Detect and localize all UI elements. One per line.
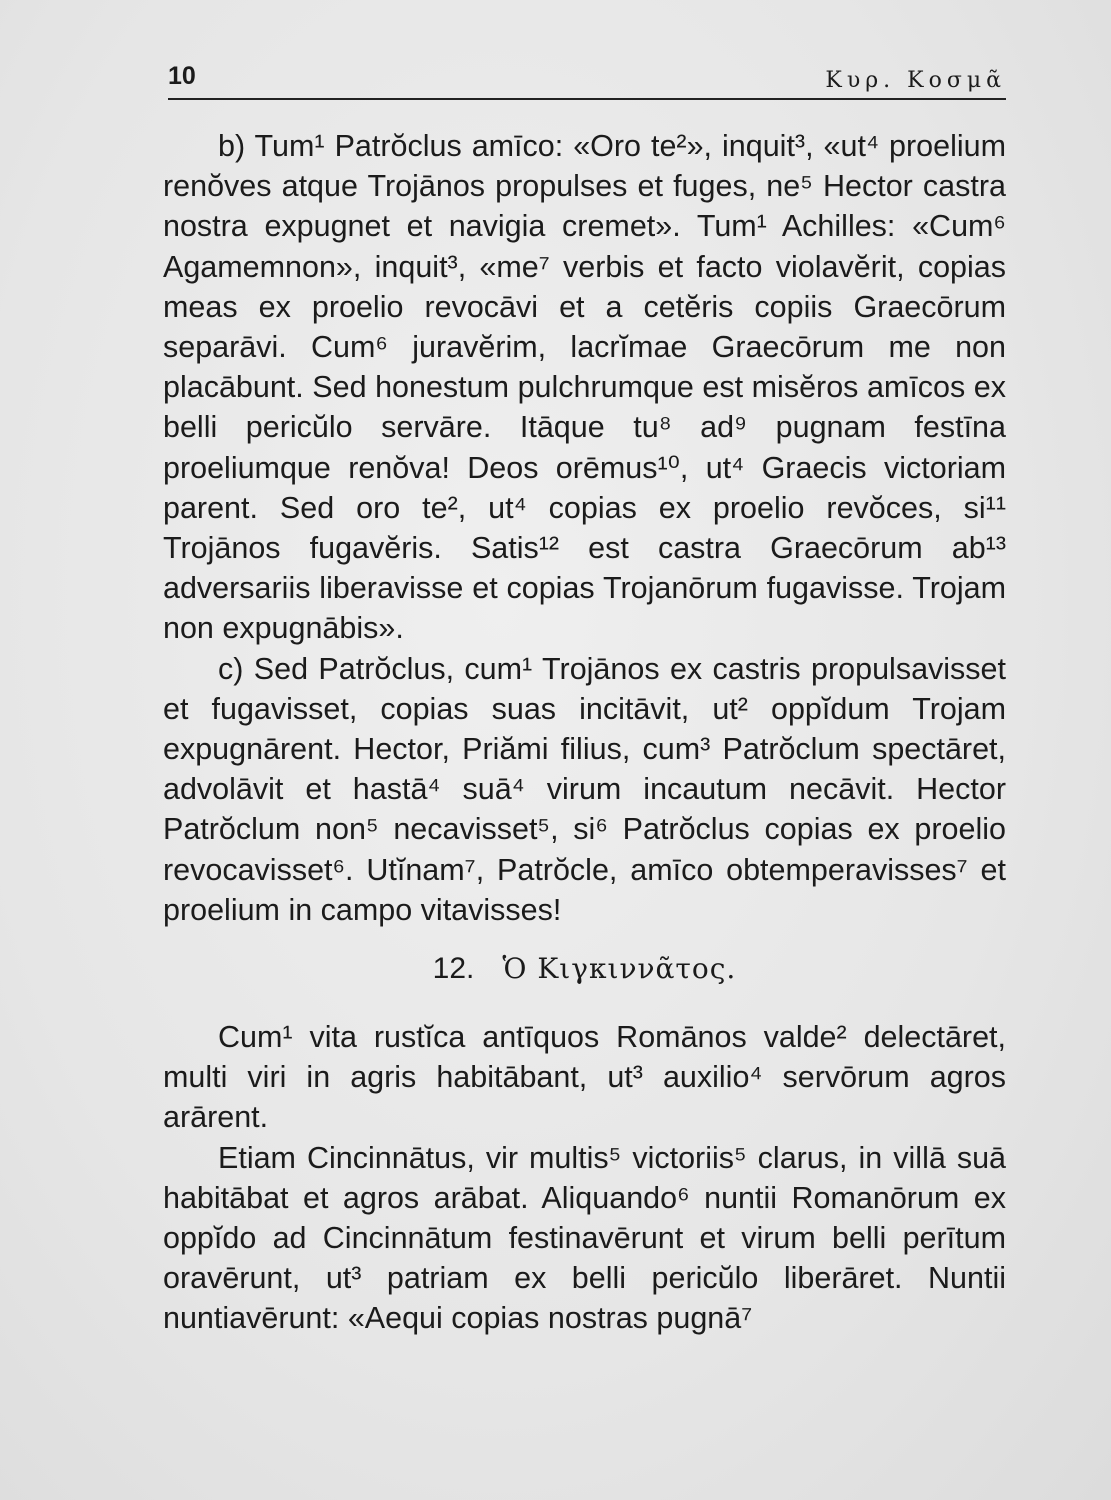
paragraph-2: Etiam Cincinnātus, vir multis⁵ victoriis⁵ clarus, in villā suā habitābat et agros arābat. Aliquando⁶ nuntii Romanōrum ex oppĭdo ad Cincinnātum festinavērunt et virum belli perītum oravērunt, ut³ patriam ex belli pericŭlo liberāret. Nuntii nuntiavērunt: «Aequi copias nostras pugnā⁷ (163, 1140, 1006, 1336)
page-number: 10 (168, 62, 196, 90)
section-heading (163, 949, 1006, 989)
section-title: Ὁ Κιγκιννᾶτος. (502, 952, 737, 986)
running-head: Κυρ. Κοσμᾶ (825, 68, 1006, 93)
paragraph-b: b) Tum¹ Patrŏclus amīco: «Oro te²», inquit³, «ut⁴ proelium renŏves atque Trojānos propulses et fuges, ne⁵ Hector castra nostra expugnet et navigia cremet». Tum¹ Achilles: «Cum⁶ Agamemnon», inquit³, «me⁷ verbis et facto violavĕrit, copias meas ex proelio revocāvi et a cetĕris copiis Graecōrum separāvi. Cum⁶ juravĕrim, lacrĭmae Graecōrum me non placābunt. Sed honestum pulchrumque est misĕros amīcos ex belli pericŭlo servāre. Itāque tu⁸ ad⁹ pugnam festīna proeliumque renŏva! Deos orēmus¹⁰, ut⁴ Graecis victoriam parent. Sed oro te², ut⁴ copias ex proelio revŏces, si¹¹ Trojānos fugavĕris. Satis¹² est castra Graecōrum ab¹³ adversariis liberavisse et copias Trojanōrum fugavisse. Trojam non expugnābis». (163, 129, 1006, 646)
page-header (168, 60, 1006, 100)
paragraph-c: c) Sed Patrŏclus, cum¹ Trojānos ex castris propulsavisset et fugavisset, copias suas incitāvit, ut² oppĭdum Trojam expugnārent. Hector, Priămi filius, cum³ Patrŏclum spectāret, advolāvit et hastā⁴ suā⁴ virum incautum necāvit. Hector Patrŏclum non⁵ necavisset⁵, si⁶ Patrŏclus copias ex proelio revocavisset⁶. Utĭnam⁷, Patrŏcle, amīco obtemperavisses⁷ et proelium in campo vitavisses! (163, 651, 1006, 927)
paragraph-1: Cum¹ vita rustĭca antīquos Romānos valde² delectāret, multi viri in agris habitābant, ut³ auxilio⁴ servōrum agros arārent. (163, 1020, 1006, 1135)
page-body (163, 126, 1006, 1339)
section-number: 12. (432, 952, 475, 986)
